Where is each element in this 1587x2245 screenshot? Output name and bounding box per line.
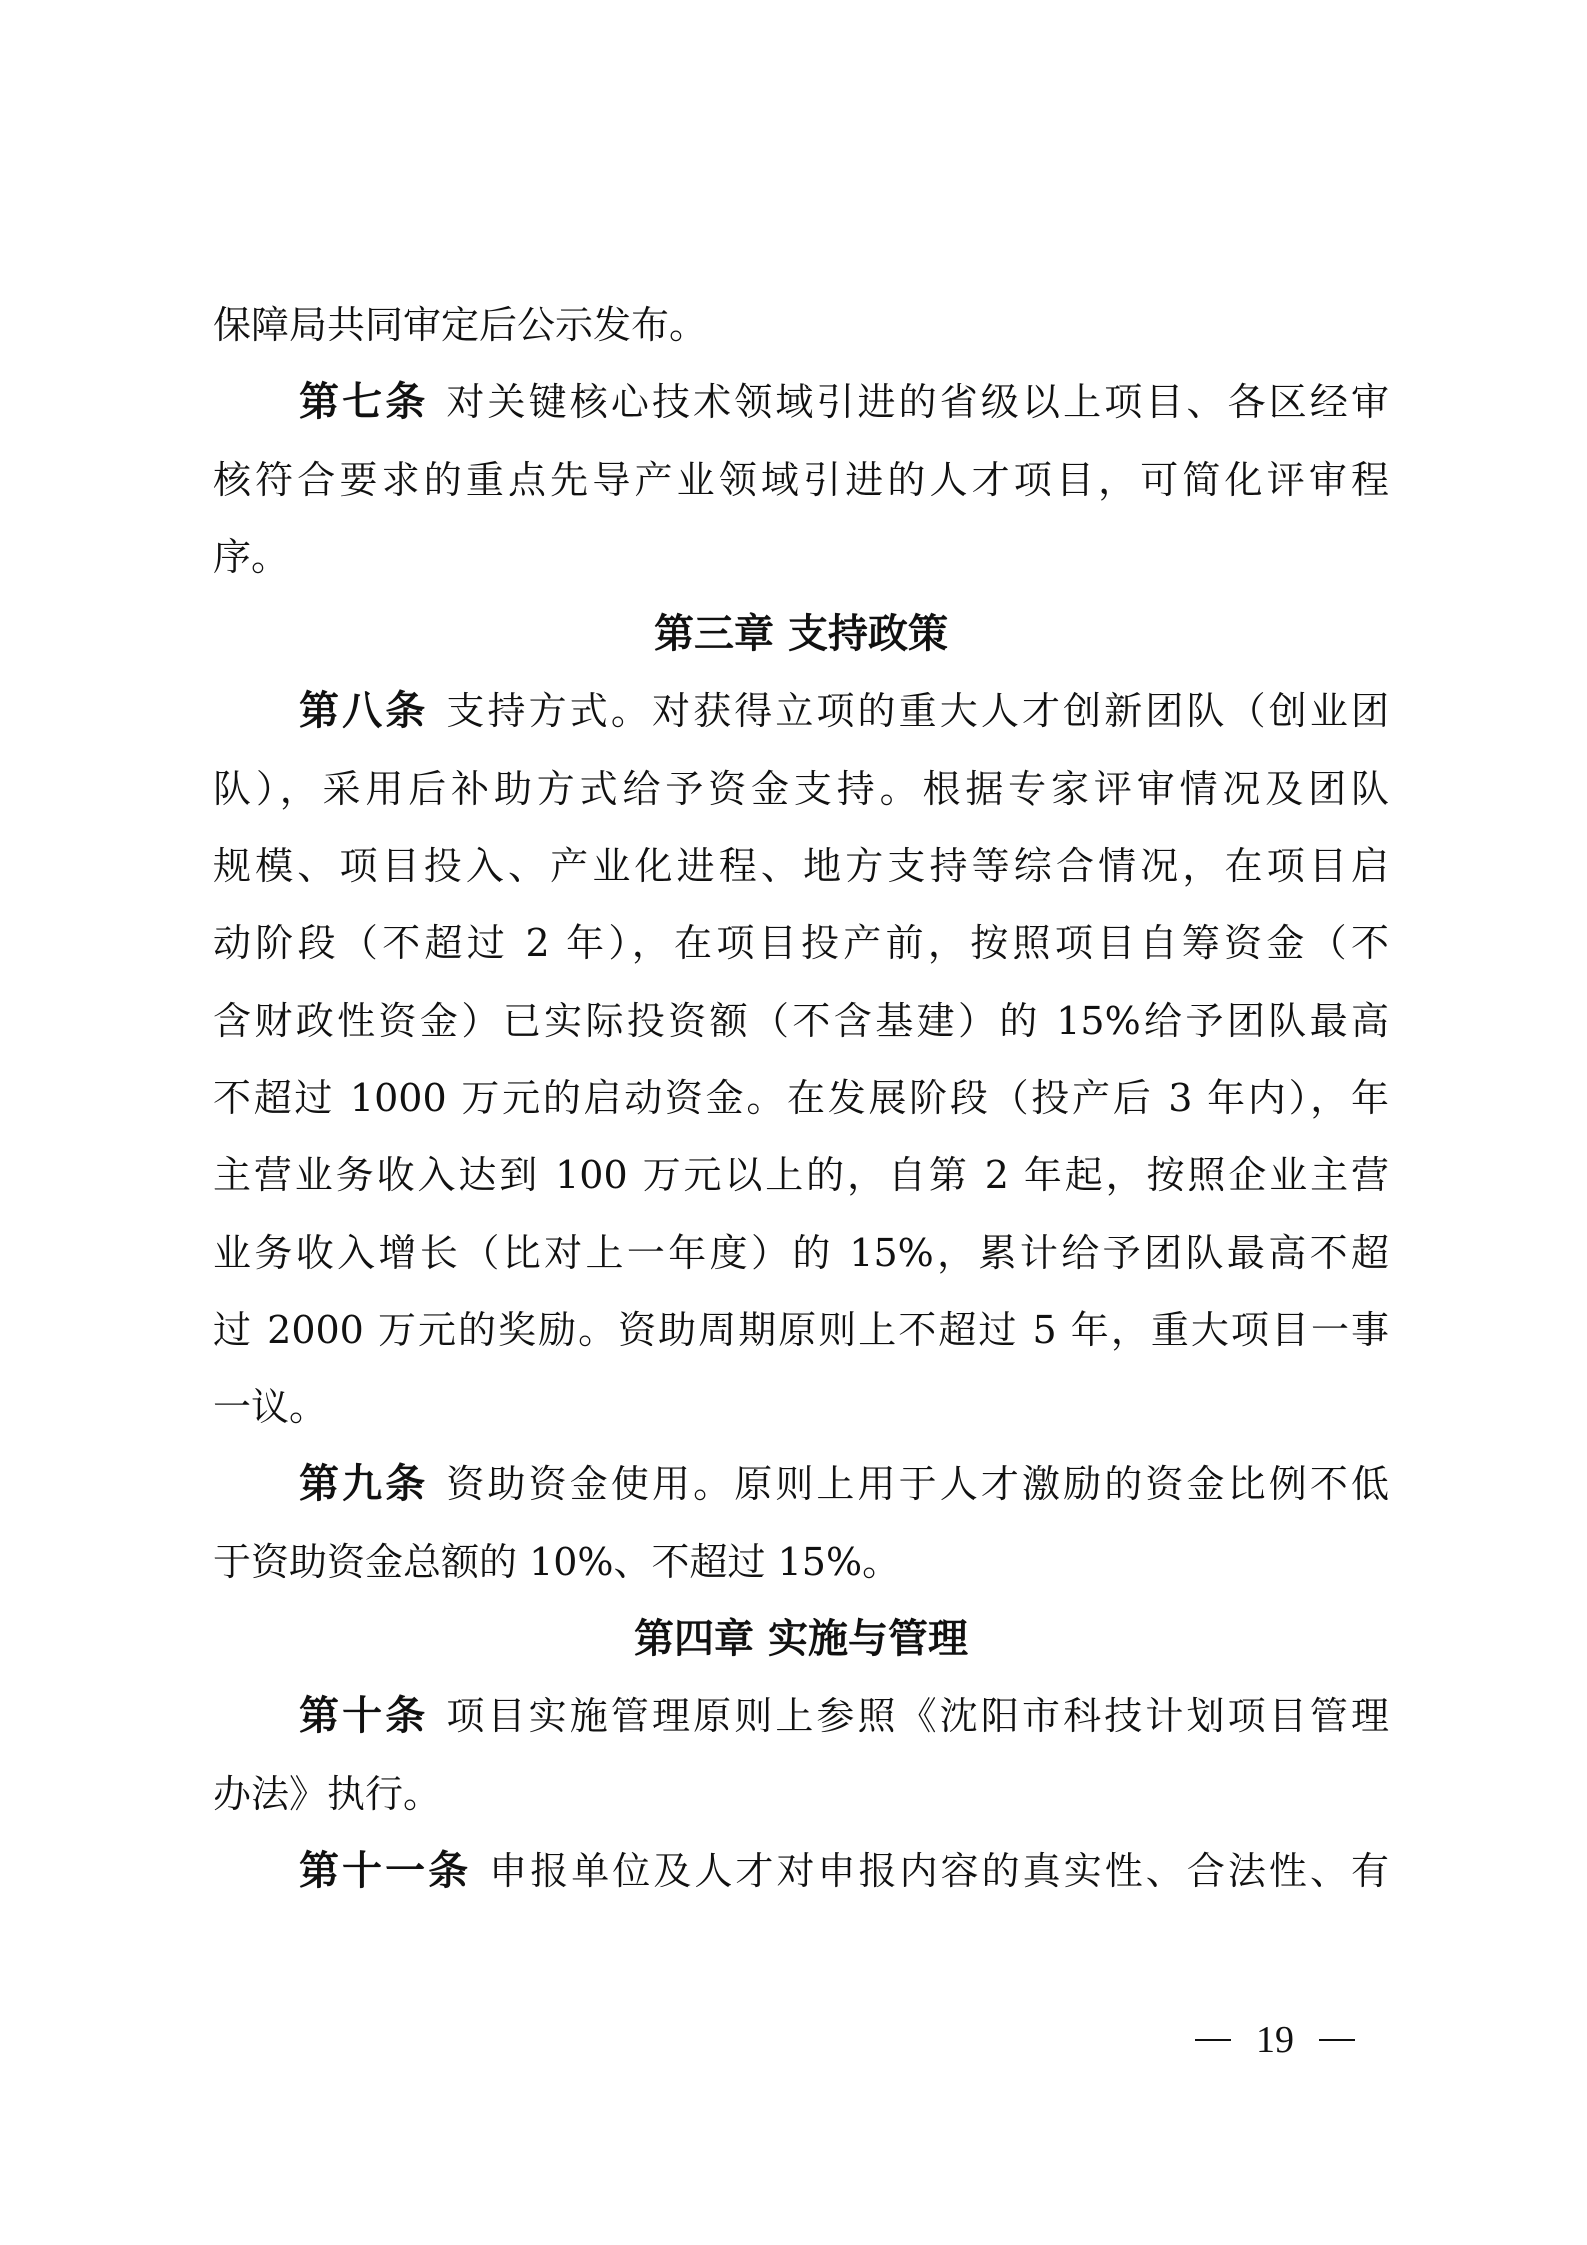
text-line: 规模、项目投入、产业化进程、地方支持等综合情况，在项目启 bbox=[213, 844, 1389, 889]
text-line: 序。 bbox=[213, 534, 290, 579]
text-line: 一议。 bbox=[213, 1385, 328, 1430]
text-line: 队），采用后补助方式给予资金支持。根据专家评审情况及团队 bbox=[213, 766, 1389, 811]
article-text: 对关键核心技术领域引进的省级以上项目、各区经审 bbox=[446, 380, 1389, 425]
article-text: 支持方式。对获得立项的重大人才创新团队（创业团 bbox=[446, 689, 1389, 734]
page-number-value: 19 bbox=[1256, 2019, 1294, 2061]
article-number: 第十一条 bbox=[299, 1847, 472, 1894]
article-10-line bbox=[213, 1678, 1389, 1755]
text-line: 办法》执行。 bbox=[213, 1771, 442, 1816]
article-text: 资助资金使用。原则上用于人才激励的资金比例不低 bbox=[446, 1462, 1389, 1507]
text-line: 含财政性资金）已实际投资额（不含基建）的 15%给予团队最高 bbox=[213, 998, 1389, 1043]
dash-left bbox=[1195, 2039, 1231, 2041]
text-line: 保障局共同审定后公示发布。 bbox=[213, 303, 708, 347]
document-body bbox=[213, 287, 1389, 1910]
text-line: 核符合要求的重点先导产业领域引进的人才项目，可简化评审程 bbox=[213, 457, 1389, 502]
article-number: 第十条 bbox=[299, 1693, 429, 1740]
article-text: 项目实施管理原则上参照《沈阳市科技计划项目管理 bbox=[446, 1694, 1389, 1739]
article-11-line bbox=[213, 1833, 1389, 1910]
article-number: 第七条 bbox=[299, 379, 429, 426]
article-number: 第八条 bbox=[299, 688, 429, 735]
dash-right bbox=[1319, 2039, 1355, 2041]
article-7-line bbox=[213, 364, 1389, 441]
chapter-heading: 第三章 支持政策 bbox=[654, 611, 948, 658]
page-number bbox=[1195, 2018, 1355, 2062]
article-8-line bbox=[213, 673, 1389, 750]
article-number: 第九条 bbox=[299, 1461, 429, 1508]
text-line: 不超过 1000 万元的启动资金。在发展阶段（投产后 3 年内），年 bbox=[213, 1075, 1389, 1120]
chapter-heading: 第四章 实施与管理 bbox=[634, 1616, 968, 1663]
article-text: 申报单位及人才对申报内容的真实性、合法性、有 bbox=[489, 1848, 1389, 1893]
article-9-line bbox=[213, 1446, 1389, 1523]
text-line: 动阶段（不超过 2 年），在项目投产前，按照项目自筹资金（不 bbox=[213, 921, 1389, 966]
text-line: 过 2000 万元的奖励。资助周期原则上不超过 5 年，重大项目一事 bbox=[213, 1307, 1389, 1352]
text-line: 业务收入增长（比对上一年度）的 15%，累计给予团队最高不超 bbox=[213, 1230, 1389, 1275]
text-line: 于资助资金总额的 10%、不超过 15%。 bbox=[213, 1539, 901, 1584]
text-line: 主营业务收入达到 100 万元以上的，自第 2 年起，按照企业主营 bbox=[213, 1153, 1389, 1198]
